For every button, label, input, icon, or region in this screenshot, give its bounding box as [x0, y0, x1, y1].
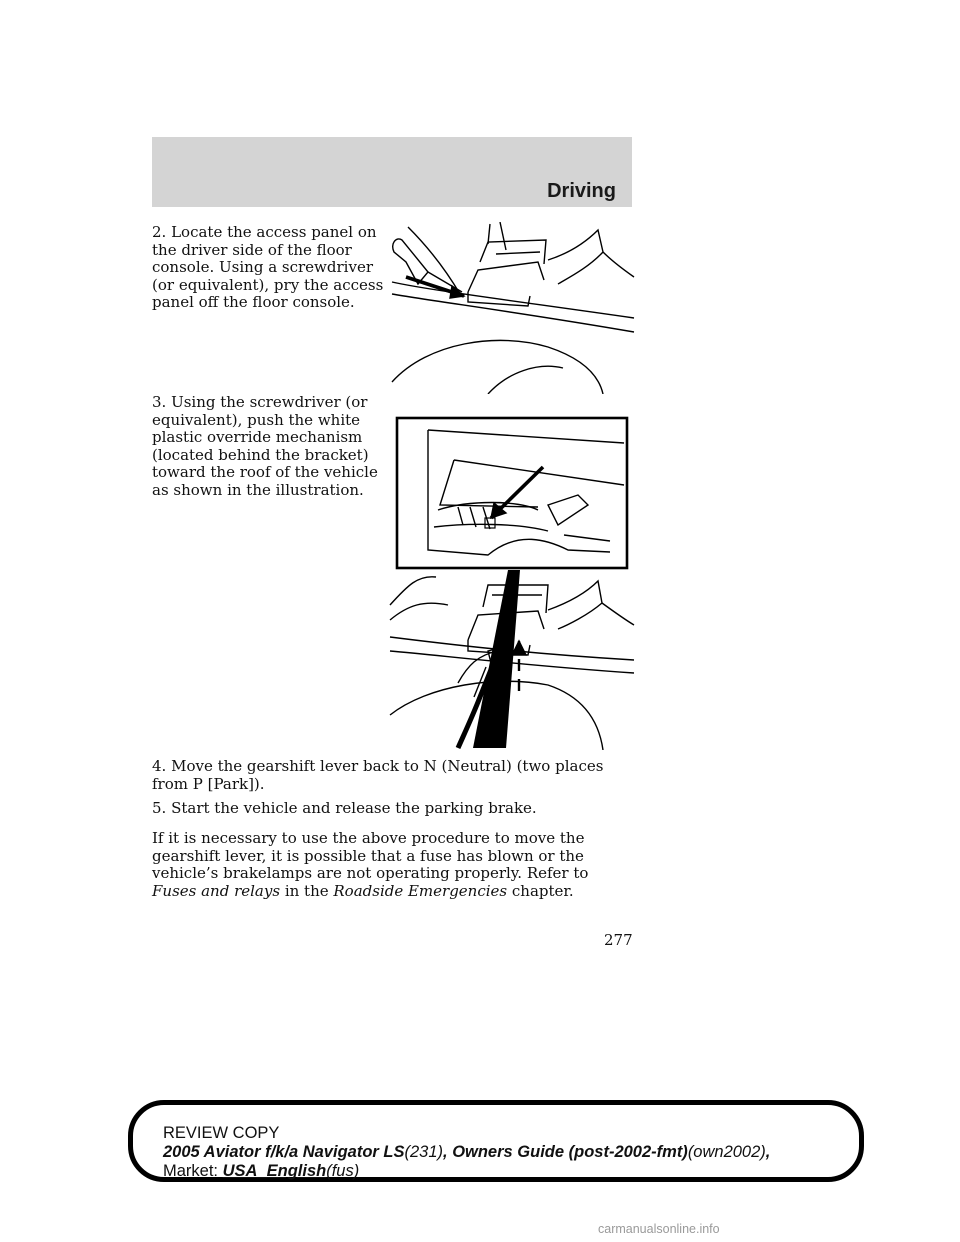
- step-5-text: 5. Start the vehicle and release the parking brake.: [152, 799, 537, 817]
- review-copy-market-line: Market: USA_English(fus): [163, 1162, 360, 1180]
- step-3-text: 3. Using the screwdriver (or equivalent), push the white plastic override mechanism (located behind the bracket) toward the roof of the vehicle as shown in the illustration.: [152, 393, 378, 499]
- step-4-text: 4. Move the gearshift lever back to N (Neutral) (two places from P [Park]).: [152, 757, 604, 793]
- step-2-text: 2. Locate the access panel on the driver side of the floor console. Using a screwdriver (or equivalent), pry the access panel off the floor console.: [152, 223, 384, 311]
- note-text-2: in the: [280, 881, 334, 900]
- note-text-1: If it is necessary to use the above procedure to move the gearshift lever, it is possible that a fuse has blown or the vehicle’s brakelamps are not operating properly. Refer to: [152, 829, 589, 882]
- override-mechanism-illustration: [388, 415, 638, 750]
- fuses-relays-reference: Fuses and relays: [152, 881, 281, 900]
- note-paragraph: [152, 830, 632, 900]
- roadside-emergencies-reference: Roadside Emergencies: [333, 881, 508, 900]
- section-title: Driving: [547, 180, 616, 202]
- access-panel-illustration: [388, 222, 638, 394]
- review-copy-text: [163, 1124, 863, 1181]
- note-text-3: chapter.: [507, 881, 574, 900]
- page-number: 277: [604, 931, 633, 949]
- review-copy-model-line: 2005 Aviator f/k/a Navigator LS(231), Owners Guide (post-2002-fmt)(own2002),: [163, 1143, 771, 1161]
- section-header-band: [152, 137, 632, 207]
- review-copy-label: REVIEW COPY: [163, 1124, 280, 1142]
- watermark: carmanualsonline.info: [598, 1222, 720, 1236]
